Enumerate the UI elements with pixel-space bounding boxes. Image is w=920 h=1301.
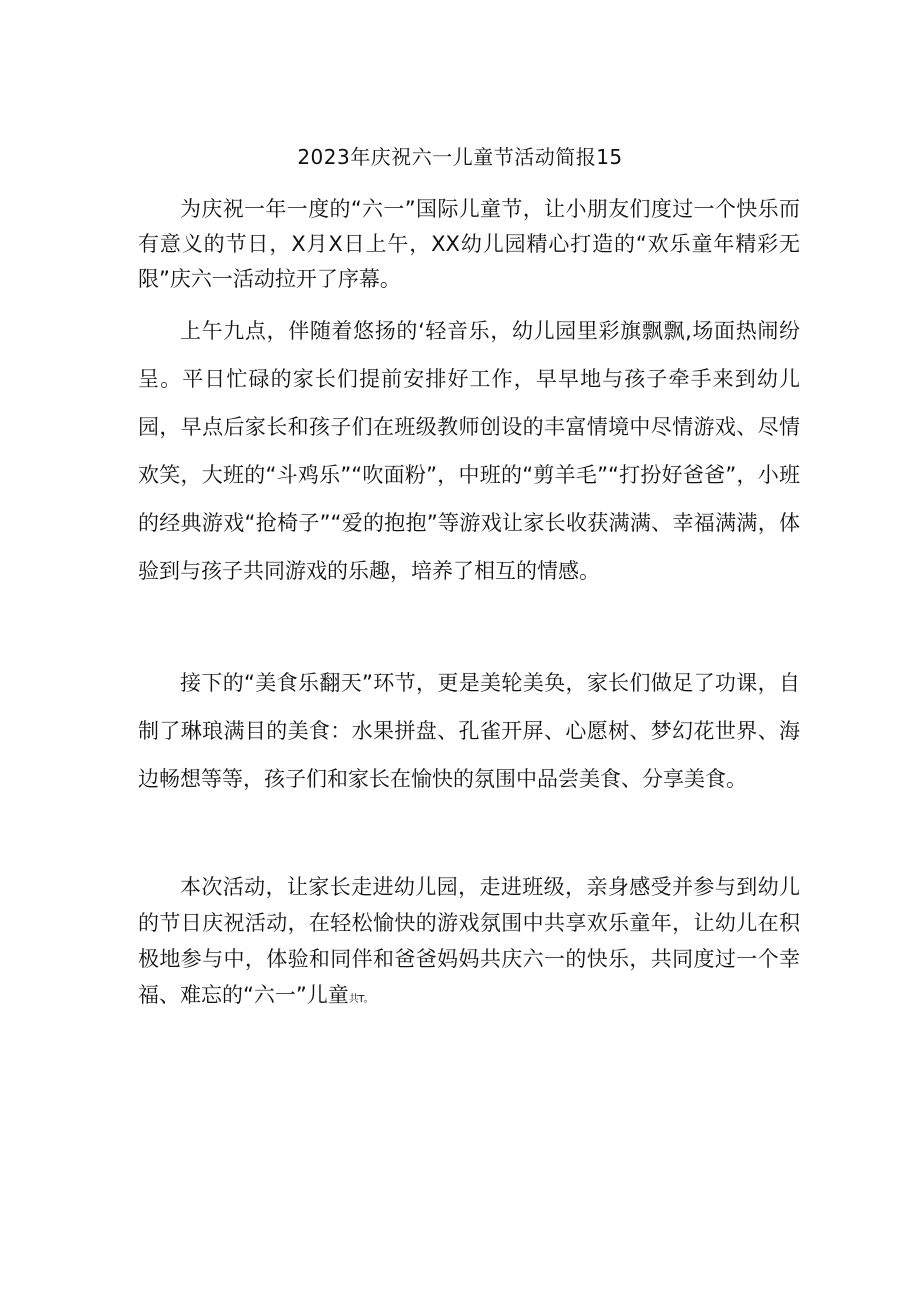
paragraph-summary-tail: 共T。 (348, 994, 374, 1005)
document-title: 2023年庆祝六一儿童节活动简报15 (297, 145, 623, 169)
paragraph-summary-text: 本次活动，让家长走进幼儿园，走进班级，亲身感受并参与到幼儿的节日庆祝活动，在轻松愉快的游戏氛围中共享欢乐童年，让幼儿在积极地参与中，体验和同伴和爸爸妈妈共庆六一的快乐，共同度过一个幸福、难忘的“六一”儿童 (138, 875, 800, 1007)
paragraph-intro: 为庆祝一年一度的“六一”国际儿童节，让小朋友们度过一个快乐而有意义的节日，X月X日上午，XX幼儿园精心打造的“欢乐童年精彩无限”庆六一活动拉开了序幕。 (138, 197, 800, 291)
paragraph-summary (138, 869, 800, 1018)
paragraph-food-session: 接下的“美食乐翻天”环节，更是美轮美奂，家长们做足了功课，自制了琳琅满目的美食：水果拼盘、孔雀开屏、心愿树、梦幻花世界、海边畅想等等，孩子们和家长在愉快的氛围中品尝美食、分享美食。 (138, 671, 800, 791)
paragraph-morning-games: 上午九点，伴随着悠扬的‘轻音乐，幼儿园里彩旗飘飘,场面热闹纷呈。平日忙碌的家长们提前安排好工作，早早地与孩子牵手来到幼儿园，早点后家长和孩子们在班级教师创设的丰富情境中尽情游戏、尽情欢笑，大班的“斗鸡乐”“吹面粉”，中班的“剪羊毛”“打扮好爸爸”，小班的经典游戏“抢椅子”“爱的抱抱”等游戏让家长收获满满、幸福满满，体验到与孩子共同游戏的乐趣，培养了相互的情感。 (138, 319, 800, 583)
